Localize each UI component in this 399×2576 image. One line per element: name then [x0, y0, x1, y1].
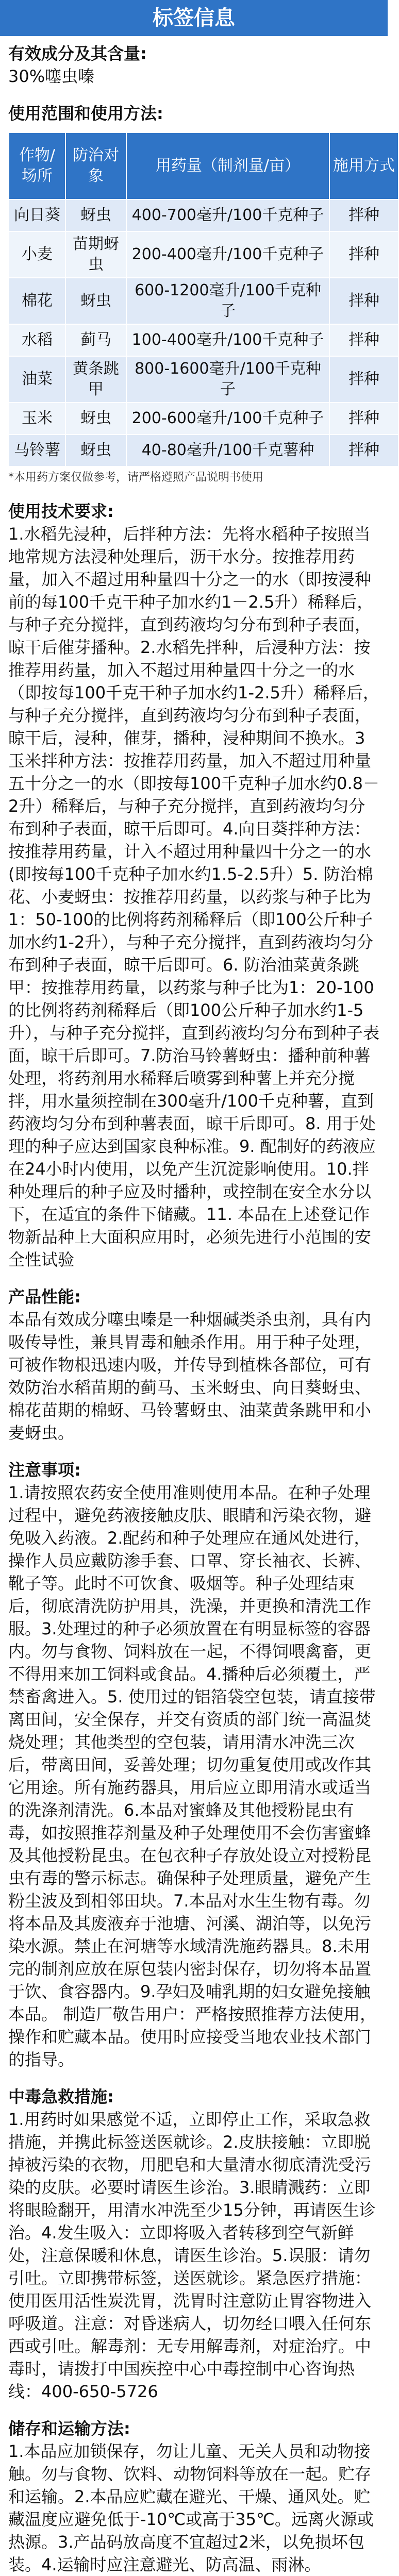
cautions-section — [8, 1459, 379, 2071]
col-dose: 用药量（制剂量/亩） — [126, 132, 329, 199]
table-row — [9, 324, 398, 356]
table-header-row — [9, 132, 398, 199]
cell-dose: 100-400毫升/100千克种子 — [126, 324, 329, 356]
cell-dose: 200-600毫升/100千克种子 — [126, 403, 329, 434]
firstaid-heading: 中毒急救措施: — [8, 2087, 114, 2106]
table-row — [9, 403, 398, 434]
ingredient-value: 30%噻虫嗪 — [8, 66, 95, 86]
cell-target: 蚜虫 — [65, 278, 126, 324]
cell-crop: 马铃薯 — [9, 434, 65, 466]
page-title: 标签信息 — [0, 0, 388, 36]
cautions-heading: 注意事项: — [8, 1460, 81, 1480]
cell-crop: 水稻 — [9, 324, 65, 356]
cell-method: 拌种 — [329, 278, 398, 324]
cell-target: 蓟马 — [65, 324, 126, 356]
table-row — [9, 356, 398, 403]
cell-dose: 200-400毫升/100千克种子 — [126, 231, 329, 278]
table-row — [9, 199, 398, 231]
cell-crop: 向日葵 — [9, 199, 65, 231]
cell-method: 拌种 — [329, 199, 398, 231]
cell-method: 拌种 — [329, 403, 398, 434]
cell-dose: 40-80毫升/100千克薯种 — [126, 434, 329, 466]
cell-method: 拌种 — [329, 324, 398, 356]
storage-heading: 储存和运输方法: — [8, 2419, 130, 2438]
usage-section — [8, 102, 395, 486]
cell-target: 苗期蚜虫 — [65, 231, 126, 278]
col-method: 施用方式 — [329, 132, 398, 199]
storage-text: 1.本品应加锁保存，勿让儿童、无关人员和动物接触。勿与食物、饮料、动物饲料等放在一起。贮存和运输。2.本品应贮藏在避光、干燥、通风处。贮藏温度应避免低于-10℃或高于35℃。远离火源或热源。3.产品码放高度不宜超过2米，以免损坏包装。4.运输时应注意避光、防高温、雨淋。 — [8, 2441, 374, 2574]
technical-section — [8, 500, 379, 1271]
cell-crop: 玉米 — [9, 403, 65, 434]
performance-heading: 产品性能: — [8, 1287, 81, 1307]
cell-crop: 棉花 — [9, 278, 65, 324]
table-row — [9, 434, 398, 466]
content — [0, 36, 395, 2576]
cell-dose: 600-1200毫升/100千克种子 — [126, 278, 329, 324]
firstaid-section — [8, 2085, 379, 2403]
cell-method: 拌种 — [329, 231, 398, 278]
cell-crop: 油菜 — [9, 356, 65, 403]
usage-table-wrap — [8, 132, 395, 486]
cell-crop: 小麦 — [9, 231, 65, 278]
cell-dose: 400-700毫升/100千克种子 — [126, 199, 329, 231]
performance-section — [8, 1285, 379, 1444]
ingredient-heading: 有效成分及其含量: — [8, 44, 147, 63]
performance-text: 本品有效成分噻虫嗪是一种烟碱类杀虫剂，具有内吸传导性，兼具胃毒和触杀作用。用于种子处理，可被作物根迅速内吸，并传导到植株各部位，可有效防治水稻苗期的蓟马、玉米蚜虫、向日葵蚜虫、棉花苗期的棉蚜、马铃薯蚜虫、油菜黄条跳甲和小麦蚜虫。 — [8, 1310, 372, 1443]
technical-heading: 使用技术要求: — [8, 501, 114, 521]
storage-section — [8, 2417, 379, 2576]
usage-note: *本用药方案仅做参考，请严格遵照产品说明书使用 — [8, 471, 264, 484]
cell-method: 拌种 — [329, 434, 398, 466]
usage-heading: 使用范围和使用方法: — [8, 104, 163, 123]
firstaid-text: 1.用药时如果感觉不适，立即停止工作，采取急救措施，并携此标签送医就诊。2.皮肤接触：立即脱掉被污染的衣物，用肥皂和大量清水彻底清洗受污染的皮肤。必要时请医生诊治。3.眼睛溅药：立即将眼睑翻开，用清水冲洗至少15分钟，再请医生诊治。4.发生吸入：立即将吸入者转移到空气新鲜处，注意保暖和休息，请医生诊治。5.误服：请勿引吐。立即携带标签，送医就诊。紧急医疗措施：使用医用活性炭洗胃，洗胃时注意防止胃容物进入呼吸道。注意：对昏迷病人，切勿经口喂入任何东西或引吐。解毒剂：无专用解毒剂，对症治疗。中毒时，请拨打中国疾控中心中毒控制中心咨询热线：400-650-5726 — [8, 2110, 376, 2401]
cell-target: 蚜虫 — [65, 199, 126, 231]
table-row — [9, 278, 398, 324]
cautions-text: 1.请按照农药安全使用准则使用本品。在种子处理过程中，避免药液接触皮肤、眼睛和污染衣物，避免吸入药液。2.配药和种子处理应在通风处进行，操作人员应戴防渗手套、口罩、穿长袖衣、长裤、靴子等。此时不可饮食、吸烟等。种子处理结束后，彻底清洗防护用具，洗澡，并更换和清洗工作服。3.处理过的种子必须放置在有明显标签的容器内。勿与食物、饲料放在一起，不得饲喂禽畜，更不得用来加工饲料或食品。4.播种后必须覆土，严禁畜禽进入。5. 使用过的铝箔袋空包装，请直接带离田间，安全保存，并交有资质的部门统一高温焚烧处理；其他类型的空包装，请用清水冲洗三次后，带离田间，妥善处理；切勿重复使用或改作其它用途。所有施药器具，用后应立即用清水或适当的洗涤剂清洗。6.本品对蜜蜂及其他授粉昆虫有毒，如按照推荐剂量及种子处理使用不会伤害蜜蜂及其他授粉昆虫。在包衣种子存放处设立对授粉昆虫有毒的警示标志。确保种子处理质量，避免产生粉尘波及到相邻田块。7.本品对水生生物有毒。勿将本品及其废液弃于池塘、河溪、湖泊等，以免污染水源。禁止在河塘等水域清洗施药器具。8.未用完的制剂应放在原包装内密封保存，切勿将本品置于饮、食容器内。9.孕妇及哺乳期的妇女避免接触本品。 制造厂敬告用户：严格按照推荐方法使用，操作和贮藏本品。使用时应接受当地农业技术部门的指导。 — [8, 1483, 377, 2069]
cell-target: 蚜虫 — [65, 434, 126, 466]
cell-target: 蚜虫 — [65, 403, 126, 434]
table-row — [9, 231, 398, 278]
cell-dose: 800-1600毫升/100千克种子 — [126, 356, 329, 403]
cell-target: 黄条跳甲 — [65, 356, 126, 403]
col-target: 防治对象 — [65, 132, 126, 199]
col-crop: 作物/场所 — [9, 132, 65, 199]
cell-method: 拌种 — [329, 356, 398, 403]
technical-text: 1.水稻先浸种，后拌种方法：先将水稻种子按照当地常规方法浸种处理后，沥干水分。按推荐用药量，加入不超过用种量四十分之一的水（即按浸种前的每100千克干种子加水约1－2.5升）稀释后，与种子充分搅拌，直到药液均匀分布到种子表面，晾干后催芽播种。2.水稻先拌种，后浸种方法：按推荐用药量，加入不超过用种量四十分之一的水（即按每100千克干种子加水约1-2.5升）稀释后，与种子充分搅拌，直到药液均匀分布到种子表面，晾干后，浸种，催芽，播种，浸种期间不换水。3玉米拌种方法：按推荐用药量，加入不超过用种量五十分之一的水（即按每100千克种子加水约0.8－2升）稀释后，与种子充分搅拌，直到药液均匀分布到种子表面，晾干后即可。4.向日葵拌种方法：按推荐用药量，计入不超过用种量四十分之一的水(即按每100千克种子加水约1.5-2.5升）5. 防治棉花、小麦蚜虫：按推荐用药量，以药浆与种子比为1：50-100的比例将药剂稀释后（即100公斤种子加水约1-2升），与种子充分搅拌，直到药液均匀分布到种子表面，晾干后即可。6. 防治油菜黄条跳甲：按推荐用药量，以药浆与种子比为1：20-100的比例将药剂稀释后（即100公斤种子加水约1-5升），与种子充分搅拌，直到药液均匀分布到种子表面，晾干后即可。7.防治马铃薯蚜虫：播种前种薯处理，将药剂用水稀释后喷雾到种薯上并充分搅拌，用水量须控制在300毫升/100千克种薯，直到药液均匀分布到种薯表面，晾干后即可。8. 用于处理的种子应达到国家良种标准。9. 配制好的药液应在24小时内使用，以免产生沉淀影响使用。10.拌种处理后的种子应及时播种，或控制在安全水分以下，在适宜的条件下储藏。11. 本品在上述登记作物新品种上大面积应用时，必须先进行小范围的安全性试验 — [8, 524, 380, 1269]
usage-table — [8, 132, 399, 467]
